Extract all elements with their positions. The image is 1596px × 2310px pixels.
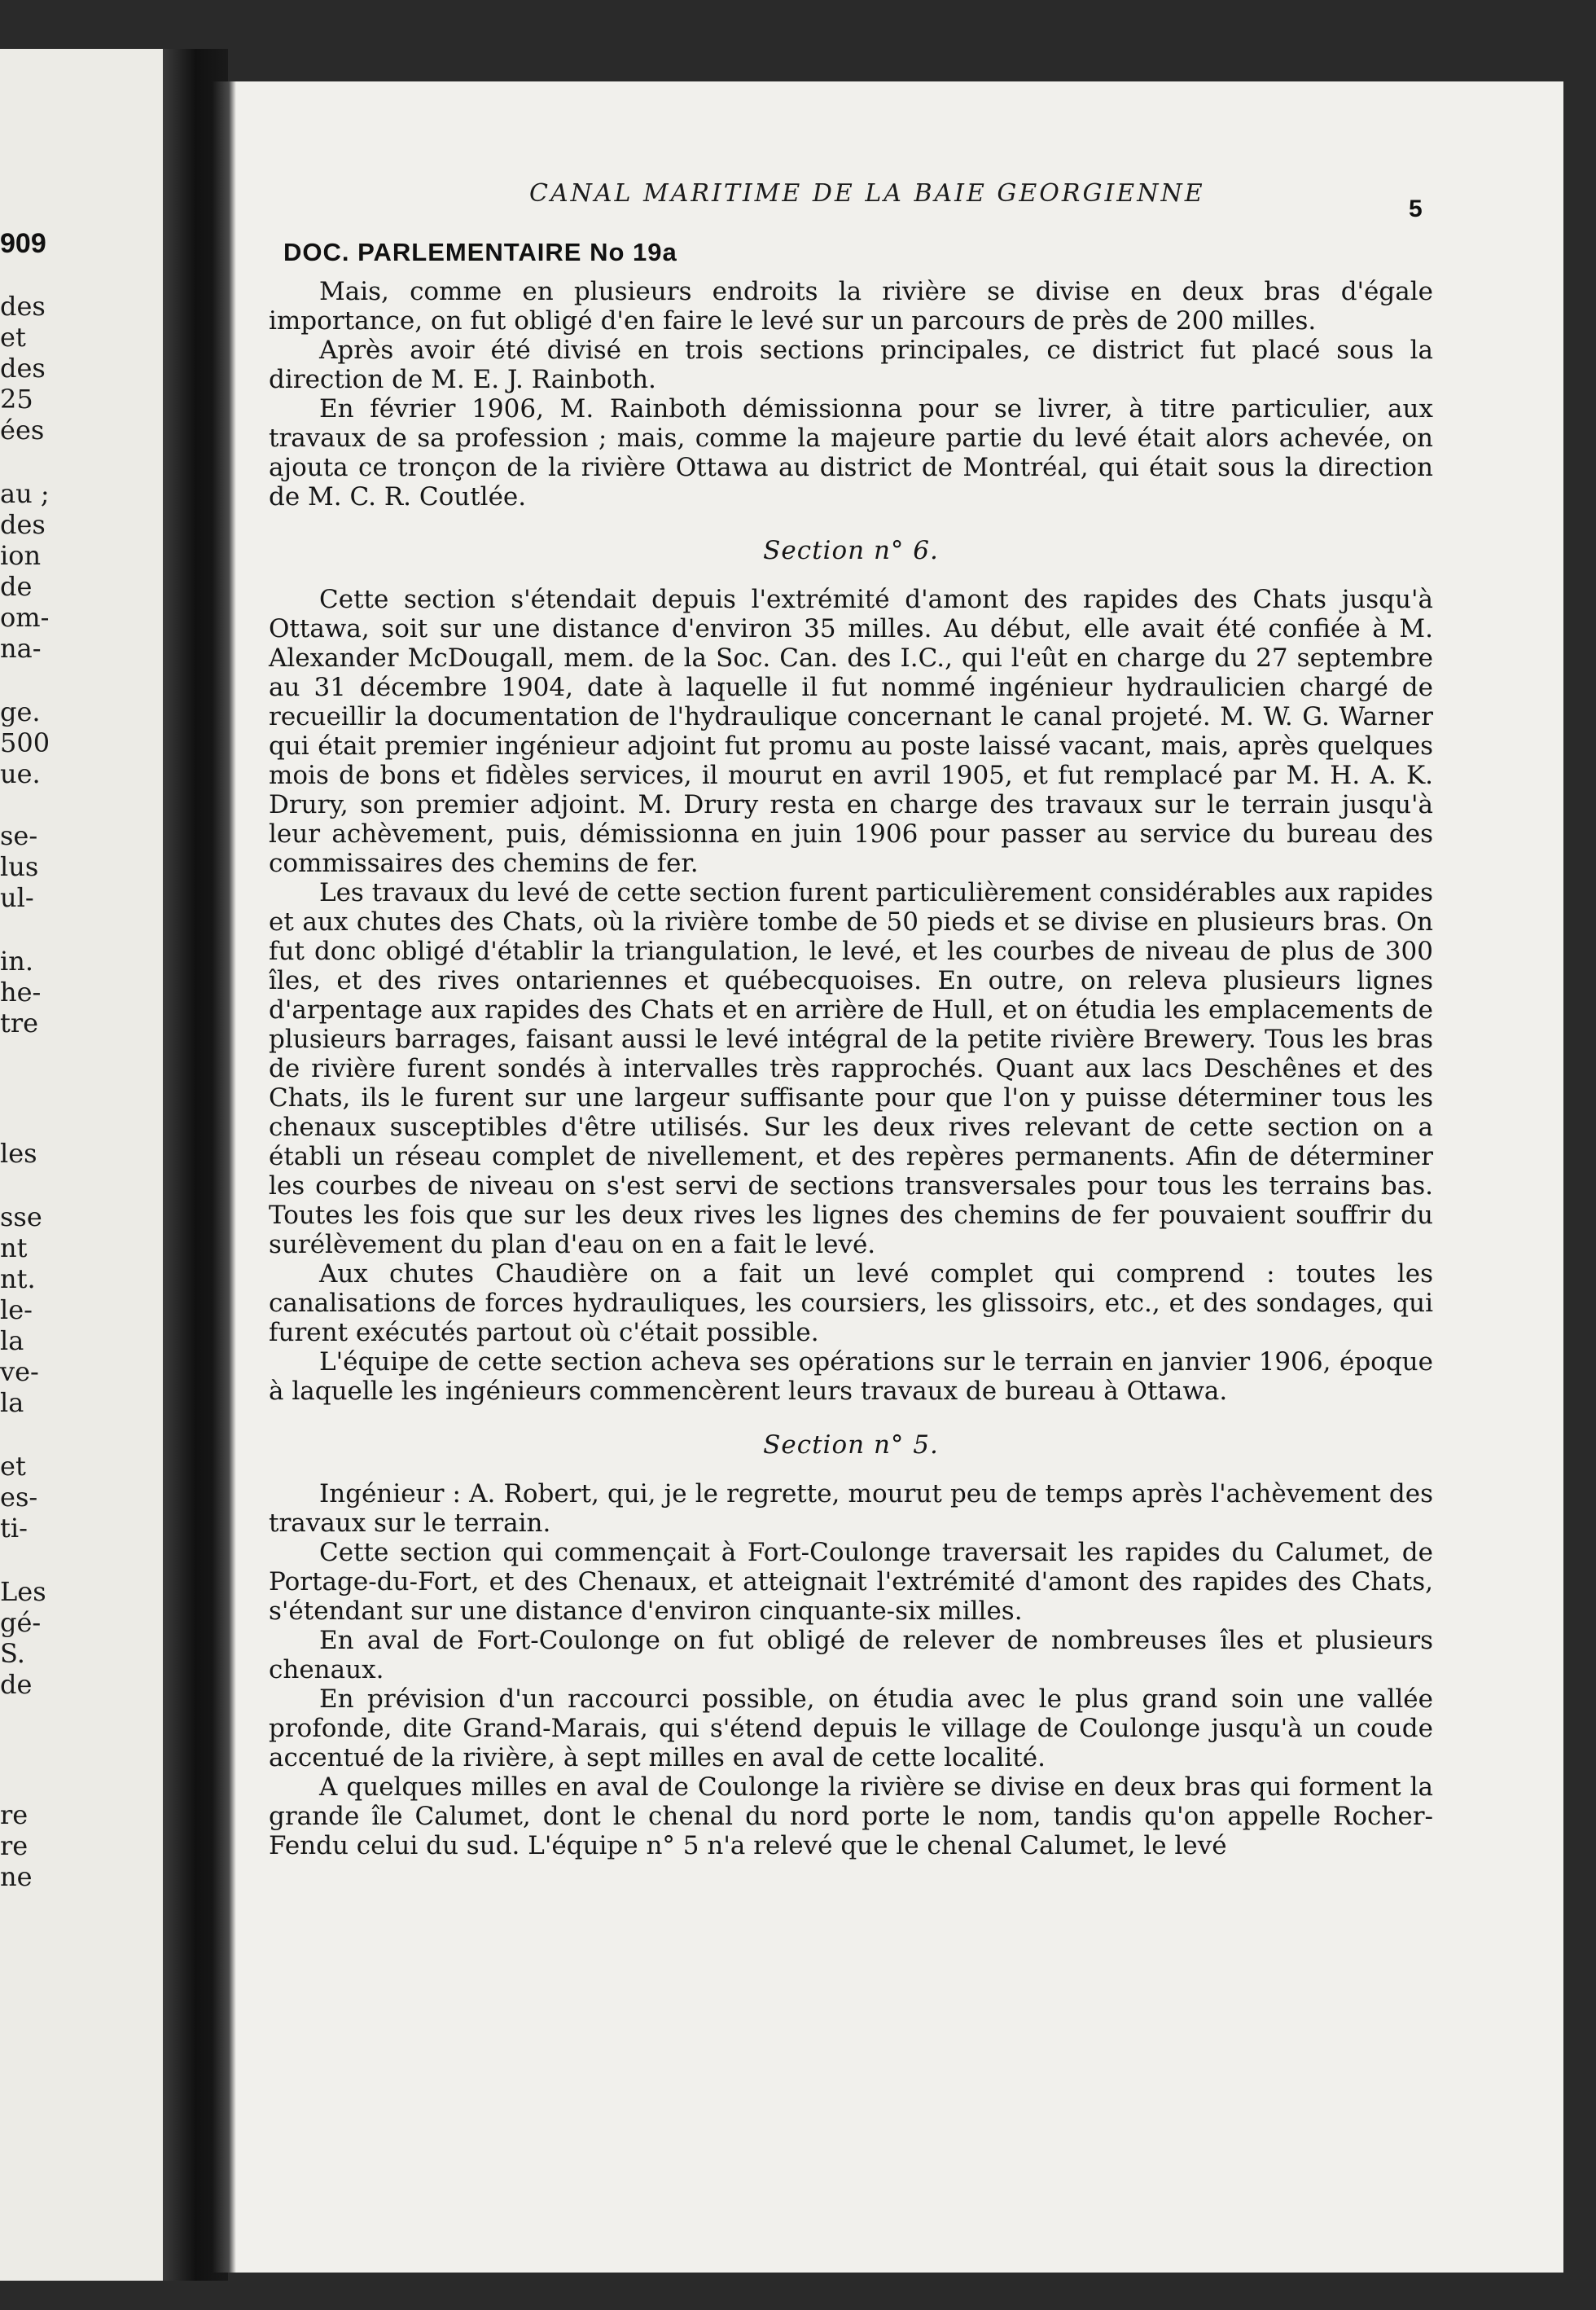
paragraph: L'équipe de cette section acheva ses opérations sur le terrain en janvier 1906, époque à laquelle les ingénieurs commencèrent leurs travaux de bureau à Ottawa. [269, 1347, 1433, 1406]
section-6-heading: Section n° 6. [763, 536, 939, 565]
left-page-fragment: et [0, 1451, 26, 1482]
left-page-fragment: sse [0, 1201, 42, 1232]
left-page-fragment: he- [0, 977, 42, 1008]
left-page-fragment: ti- [0, 1513, 28, 1544]
left-page-fragment: la [0, 1387, 24, 1418]
document-page [212, 81, 1563, 2273]
left-page-fragment: re [0, 1830, 28, 1861]
left-page-fragment: S. [0, 1638, 25, 1669]
left-page-fragment: nt. [0, 1263, 36, 1294]
left-page-fragment: in. [0, 946, 34, 977]
page-number: 5 [1409, 195, 1423, 222]
left-page-fragment: gé- [0, 1607, 42, 1638]
left-page-fragment: ue. [0, 758, 41, 789]
left-page-fragment: de [0, 1669, 33, 1700]
left-page-fragment: om- [0, 602, 50, 633]
left-page-fragment: se- [0, 820, 38, 851]
left-page-fragment: tre [0, 1008, 39, 1039]
left-page-fragment: au ; [0, 478, 50, 509]
left-page-fragment: ne [0, 1861, 33, 1892]
left-page-fragment: le- [0, 1294, 33, 1325]
left-page-fragment: et [0, 322, 26, 353]
paragraph: Ingénieur : A. Robert, qui, je le regrette, mourut peu de temps après l'achèvement des travaux sur le terrain. [269, 1479, 1433, 1538]
paragraph: Mais, comme en plusieurs endroits la rivière se divise en deux bras d'égale importance, on fut obligé d'en faire le levé sur un parcours de près de 200 milles. [269, 277, 1433, 336]
paragraph: En prévision d'un raccourci possible, on étudia avec le plus grand soin une vallée profonde, dite Grand-Marais, qui s'étend depuis le village de Coulonge jusqu'à un coude accentué de la rivière, à sept milles en aval de cette localité. [269, 1684, 1433, 1772]
paragraph: Cette section qui commençait à Fort-Coulonge traversait les rapides du Calumet, de Portage-du-Fort, et des Chenaux, et atteignait l'extrémité d'amont des rapides des Chats, s'étendant sur une distance d'environ cinquante-six milles. [269, 1538, 1433, 1626]
left-page-fragment: ge. [0, 696, 41, 727]
left-page-fragment: ul- [0, 882, 34, 913]
left-page-fragment: re [0, 1799, 28, 1830]
left-page-edge [0, 49, 163, 2281]
left-page-year: 909 [0, 228, 46, 259]
paragraph: A quelques milles en aval de Coulonge la rivière se divise en deux bras qui forment la grande île Calumet, dont le chenal du nord porte le nom, tandis qu'on appelle Rocher-Fendu celui du sud. L'équipe n° 5 n'a relevé que le chenal Calumet, le levé [269, 1772, 1433, 1860]
running-title: CANAL MARITIME DE LA BAIE GEORGIENNE [529, 179, 1205, 208]
paragraph: En février 1906, M. Rainboth démissionna pour se livrer, à titre particulier, aux travaux de sa profession ; mais, comme la majeure partie du levé était alors achevée, on ajouta ce tronçon de la rivière Ottawa au district de Montréal, qui était sous la direction de M. C. R. Coutlée. [269, 394, 1433, 512]
left-page-fragment: 500 [0, 727, 50, 758]
page-body [269, 277, 1433, 1860]
left-page-fragment: la [0, 1325, 24, 1356]
paragraph: Aux chutes Chaudière on a fait un levé complet qui comprend : toutes les canalisations de forces hydrauliques, les coursiers, les glissoirs, etc., et des sondages, qui furent exécutés partout où c'était possible. [269, 1259, 1433, 1347]
left-page-fragment: des [0, 353, 46, 384]
left-page-fragment: Les [0, 1576, 46, 1607]
paragraph: Les travaux du levé de cette section furent particulièrement considérables aux rapides et aux chutes des Chats, où la rivière tombe de 50 pieds et se divise en plusieurs bras. On fut donc obligé d'établir la triangulation, le levé, et les courbes de niveau de plus de 300 îles, et des rives ontariennes et québecquoises. En outre, on releva plusieurs lignes d'arpentage aux rapides des Chats et en arrière de Hull, et on étudia les emplacements de plusieurs barrages, faisant aussi le levé intégral de la petite rivière Brewery. Tous les bras de rivière furent sondés à intervalles très rapprochés. Quant aux lacs Deschênes et des Chats, ils le furent sur une largeur suffisante pour que l'on y puisse déterminer tous les chenaux susceptibles d'être utilisés. Sur les deux rives relevant de cette section on a établi un réseau complet de nivellement, et des repères permanents. Afin de déterminer les courbes de niveau on s'est servi de sections transversales pour tous les terrains bas. Toutes les fois que sur les deux rives les lignes des chemins de fer pouvaient souffrir du surélèvement du plan d'eau on en a fait le levé. [269, 878, 1433, 1259]
paragraph: En aval de Fort-Coulonge on fut obligé de relever de nombreuses îles et plusieurs chenaux. [269, 1626, 1433, 1684]
left-page-fragment: des [0, 291, 46, 322]
paragraph: Après avoir été divisé en trois sections principales, ce district fut placé sous la direction de M. E. J. Rainboth. [269, 336, 1433, 394]
paragraph: Cette section s'étendait depuis l'extrémité d'amont des rapides des Chats jusqu'à Ottawa, soit sur une distance d'environ 35 milles. Au début, elle avait été confiée à M. Alexander McDougall, mem. de la Soc. Can. des I.C., qui l'eût en charge du 27 septembre au 31 décembre 1904, date à laquelle il fut nommé ingénieur hydraulicien chargé de recueillir la documentation de l'hydraulique concernant le canal projeté. M. W. G. Warner qui était premier ingénieur adjoint fut promu au poste laissé vacant, mais, après quelques mois de bons et fidèles services, il mourut en avril 1905, et fut remplacé par M. H. A. K. Drury, son premier adjoint. M. Drury resta en charge des travaux sur le terrain jusqu'à leur achèvement, puis, démissionna en juin 1906 pour passer au service du bureau des commissaires des chemins de fer. [269, 585, 1433, 878]
left-page-fragment: ées [0, 415, 45, 446]
left-page-fragment: de [0, 571, 33, 602]
left-page-fragment: lus [0, 851, 39, 882]
left-page-fragment: es- [0, 1482, 38, 1513]
left-page-fragment: ve- [0, 1356, 39, 1387]
left-page-fragment: les [0, 1138, 37, 1169]
section-5-heading: Section n° 5. [763, 1430, 939, 1460]
left-page-fragment: des [0, 509, 46, 540]
left-page-fragment: ion [0, 540, 42, 571]
left-page-fragment: nt [0, 1232, 28, 1263]
doc-label: DOC. PARLEMENTAIRE No 19a [283, 238, 677, 266]
page-binding-shadow [212, 81, 236, 2273]
left-page-fragment: 25 [0, 384, 33, 415]
left-page-fragment: na- [0, 633, 42, 664]
